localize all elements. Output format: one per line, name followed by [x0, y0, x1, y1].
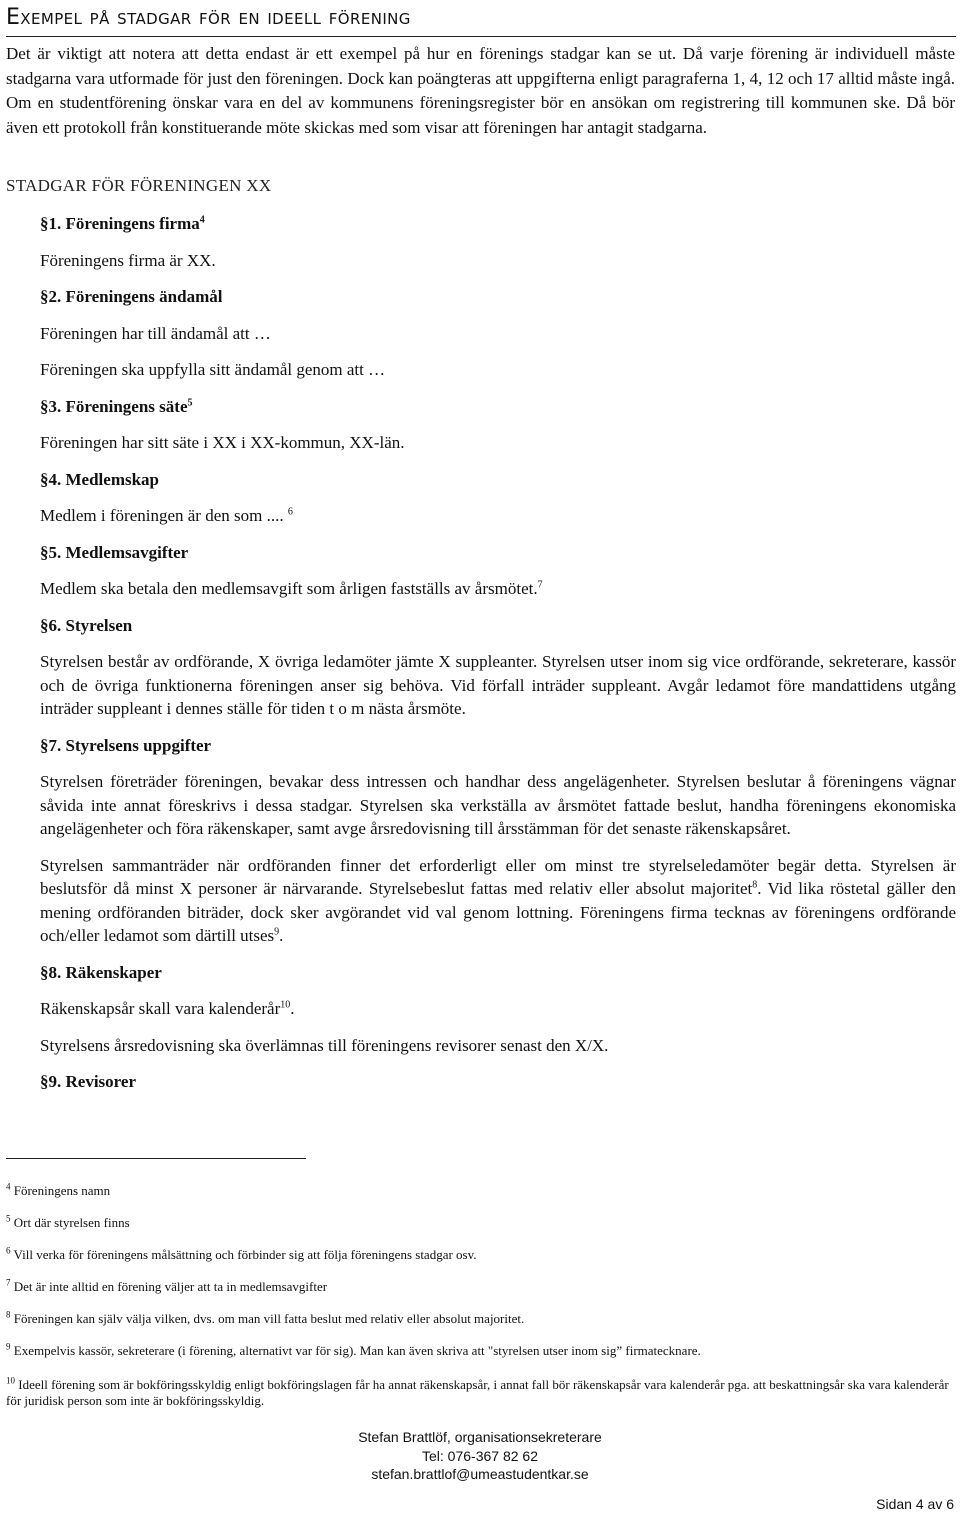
section-5-text-body: Medlem ska betala den medlemsavgift som årligen fastställs av årsmötet.: [40, 579, 538, 598]
section-4-text-body: Medlem i föreningen är den som ....: [40, 506, 284, 525]
footnote-number: 4: [6, 1181, 11, 1192]
section-7-text-2c: .: [279, 926, 284, 945]
footnote-ref-5[interactable]: 5: [187, 396, 193, 408]
footnote-9: [6, 1343, 956, 1359]
section-5-number: §5.: [40, 542, 62, 562]
contact-block: [0, 1428, 960, 1484]
footnote-text: Exempelvis kassör, sekreterare (i förening, alternativt var för sig). Man kan även skriva att "styrelsen utser inom sig” firmatecknare.: [13, 1343, 701, 1358]
footnote-text: Det är inte alltid en förening väljer att ta in medlemsavgifter: [13, 1279, 328, 1294]
section-7-number: §7.: [40, 735, 62, 755]
section-8-text-1: [40, 997, 956, 1021]
section-4-text: [40, 504, 956, 528]
footnote-text: Föreningen kan själv välja vilken, dvs. om man vill fatta beslut med relativ eller absolut majoritet.: [13, 1311, 525, 1326]
footnote-4: [6, 1183, 956, 1199]
section-3-title: Föreningens säte: [65, 396, 188, 416]
section-2-text-1: Föreningen har till ändamål att …: [40, 323, 271, 343]
footnote-text: Ort där styrelsen finns: [13, 1215, 130, 1230]
footnote-ref-8[interactable]: 8: [752, 879, 758, 891]
section-8-text-1b: .: [290, 999, 295, 1018]
section-9-title: Revisorer: [65, 1072, 136, 1091]
footnote-ref-4[interactable]: 4: [199, 214, 205, 226]
section-7-heading: [40, 734, 956, 758]
section-3-number: §3.: [40, 396, 62, 416]
section-8-title: Räkenskaper: [65, 962, 162, 982]
footnote-number: 9: [6, 1341, 11, 1352]
section-7-text-2b: . Vid lika röstetal gäller den mening ordföranden biträder, dock sker avgörandet vid val genom lottning. Föreningens firma tecknas av föreningens ordförande och/eller ledamot som därtill utses: [40, 879, 956, 945]
footnote-text: Ideell förening som är bokföringsskyldig enligt bokföringslagen får ha annat räkenskapsår, i annat fall bör räkenskapsår vara kalenderår pga. att beskattningsår ska vara kalenderår för juridisk person som inte är bokföringsskyldig.: [6, 1377, 949, 1408]
section-2-title: Föreningens ändamål: [65, 287, 223, 306]
section-8-number: §8.: [40, 962, 62, 982]
section-9-number: §9.: [40, 1072, 62, 1091]
section-6-number: §6.: [40, 615, 62, 635]
section-1-number: §1.: [40, 214, 62, 233]
section-6-heading: [40, 614, 956, 638]
footnote-ref-7[interactable]: 7: [537, 579, 543, 591]
footnote-text: Föreningens namn: [13, 1183, 111, 1198]
contact-phone: Tel: 076-367 82 62: [422, 1447, 538, 1464]
footnote-8: [6, 1311, 956, 1327]
statute-heading: STADGAR FÖR FÖRENINGEN XX: [6, 176, 272, 195]
footnote-number: 10: [6, 1375, 15, 1386]
footnote-number: 6: [6, 1245, 11, 1256]
contact-name: Stefan Brattlöf, organisationsekreterare: [358, 1429, 602, 1445]
section-9-heading: [40, 1070, 956, 1094]
section-4-title: Medlemskap: [65, 469, 159, 489]
section-6-text: Styrelsen består av ordförande, X övriga ledamöter jämte X suppleanter. Styrelsen utser inom sig vice ordförande, sekreterare, kassör och de övriga funktionerna föreningen anser sig behöva. Vid förfall inträder suppleant. Avgår ledamot före mandattidens utgång inträder suppleant i dennes ställe för tiden t o m nästa årsmöte.: [40, 652, 956, 718]
section-8-text-1a: Räkenskapsår skall vara kalenderår: [40, 999, 281, 1018]
section-3-text: Föreningen har sitt säte i XX i XX-kommun, XX-län.: [40, 433, 405, 452]
section-2-number: §2.: [40, 287, 62, 306]
intro-paragraph: Det är viktigt att notera att detta endast är ett exempel på hur en förenings stadgar kan se ut. Då varje förening är individuell måste stadgarna vara utformade för just den föreningen. Dock kan poängteras att uppgifterna enligt paragraferna 1, 4, 12 och 17 alltid måste ingå. Om en studentförening önskar vara en del av kommunens föreningsregister bör en ansökan om registrering till kommunen ske. Då bör även ett protokoll från konstituerande möte skickas med som visar att föreningen har antagit stadgarna.: [6, 44, 955, 137]
statute-body: [40, 208, 956, 1094]
section-4-heading: [40, 468, 956, 492]
section-3-heading: [40, 395, 956, 419]
section-7-text-2: [40, 854, 956, 948]
section-8-heading: [40, 961, 956, 985]
section-1-heading: [40, 212, 956, 236]
footnote-5: [6, 1215, 956, 1231]
section-5-title: Medlemsavgifter: [65, 542, 189, 562]
footnote-7: [6, 1279, 956, 1295]
section-7-text-2a: Styrelsen sammanträder när ordföranden finner det erforderligt eller om minst tre styrelseledamöter begär detta. Styrelsen är beslutsför då minst X personer är närvarande. Styrelsebeslut fattas med relativ eller absolut majoritet: [40, 855, 956, 898]
section-7-text-1: Styrelsen företräder föreningen, bevakar dess intressen och handhar dess angelägenheter. Styrelsen beslutar å föreningens vägnar såvida inte annat föreskrivs i dessa stadgar. Styrelsen ska verkställa av årsmötet fattade beslut, handha föreningens ekonomiska angelägenheter och föra räkenskaper, samt avge årsredovisning till årsstämman för det senaste räkenskapsåret.: [40, 772, 956, 838]
section-1-text: Föreningens firma är XX.: [40, 250, 216, 270]
footnote-number: 7: [6, 1277, 11, 1288]
footnote-number: 5: [6, 1213, 11, 1224]
section-1-title: Föreningens firma: [65, 214, 200, 233]
page-number: Sidan 4 av 6: [876, 1496, 954, 1512]
footnote-ref-6[interactable]: 6: [287, 506, 293, 518]
section-8-text-2: Styrelsens årsredovisning ska överlämnas till föreningens revisorer senast den X/X.: [40, 1035, 609, 1055]
footnote-number: 8: [6, 1309, 11, 1320]
footnote-ref-10[interactable]: 10: [280, 999, 291, 1011]
section-5-heading: [40, 541, 956, 565]
footnote-separator: [6, 1158, 306, 1159]
footnote-text: Vill verka för föreningens målsättning och förbinder sig att följa föreningens stadgar osv.: [13, 1247, 477, 1262]
section-2-heading: [40, 285, 956, 309]
footnote-ref-9[interactable]: 9: [274, 926, 280, 938]
contact-email[interactable]: stefan.brattlof@umeastudentkar.se: [371, 1466, 589, 1482]
footnote-6: [6, 1247, 956, 1263]
section-7-title: Styrelsens uppgifter: [65, 735, 212, 755]
section-6-title: Styrelsen: [65, 615, 133, 635]
section-5-text: [40, 577, 956, 601]
page-title: Exempel på stadgar för en ideell förening: [6, 4, 956, 37]
footnote-10: [6, 1377, 956, 1409]
section-4-number: §4.: [40, 469, 62, 489]
section-2-text-2: Föreningen ska uppfylla sitt ändamål genom att …: [40, 360, 386, 379]
